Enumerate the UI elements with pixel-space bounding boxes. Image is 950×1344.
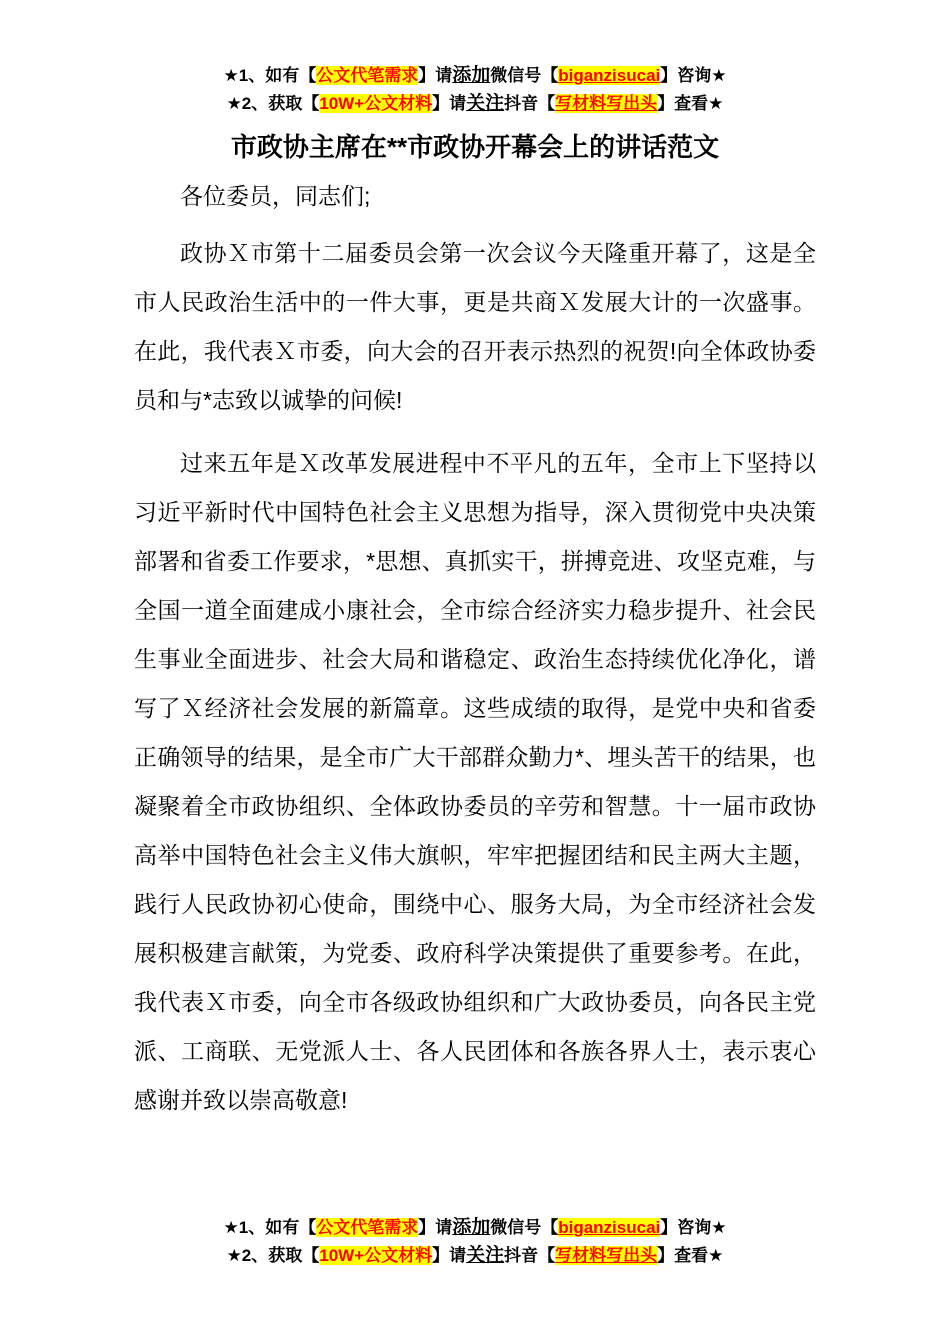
promo-segment: 抖音【: [504, 94, 556, 113]
promo-segment: 】请: [432, 1246, 467, 1265]
paragraph: 政协Ｘ市第十二届委员会第一次会议今天隆重开幕了，这是全市人民政治生活中的一件大事，更是共商Ｘ发展大计的一次盛事。在此，我代表Ｘ市委，向大会的召开表示热烈的祝贺!向全体政协委员和与*志致以诚挚的问候!: [134, 240, 816, 413]
header-promo: [0, 0, 950, 118]
promo-segment: 写材料写出头: [555, 1246, 658, 1265]
footer-promo: [0, 1214, 950, 1270]
promo-segment: 】请: [418, 66, 453, 85]
promo-segment: 公文代笔需求: [316, 66, 419, 85]
promo-segment: 】咨询★: [660, 1218, 727, 1237]
promo-segment: 公文代笔需求: [316, 1218, 419, 1237]
promo-segment: 微信号【: [490, 1218, 559, 1237]
promo-segment: 添加: [452, 1217, 491, 1238]
promo-segment: ★2、获取【: [226, 94, 320, 113]
promo-segment: biganzisucai: [558, 1218, 661, 1237]
promo-segment: biganzisucai: [558, 66, 661, 85]
promo-segment: 】请: [432, 94, 467, 113]
document-title: 市政协主席在**市政协开幕会上的讲话范文: [230, 132, 720, 162]
document-body: [134, 172, 816, 1125]
salutation-paragraph: 各位委员，同志们;: [180, 183, 371, 209]
footer-promo-line-1: [0, 1214, 950, 1242]
promo-segment: 10W+公文材料: [319, 1246, 433, 1265]
promo-segment: 】查看★: [657, 1246, 724, 1265]
promo-segment: ★1、如有【: [223, 66, 317, 85]
promo-segment: 】咨询★: [660, 66, 727, 85]
promo-segment: 10W+公文材料: [319, 94, 433, 113]
promo-segment: ★1、如有【: [223, 1218, 317, 1237]
promo-segment: 添加: [452, 65, 491, 86]
promo-segment: 抖音【: [504, 1246, 556, 1265]
promo-segment: 】查看★: [657, 94, 724, 113]
promo-segment: 关注: [466, 1245, 505, 1266]
promo-segment: 关注: [466, 93, 505, 114]
promo-segment: 微信号【: [490, 66, 559, 85]
paragraph: 过来五年是Ｘ改革发展进程中不平凡的五年，全市上下坚持以习近平新时代中国特色社会主义思想为指导，深入贯彻党中央决策部署和省委工作要求，*思想、真抓实干，拼搏竞进、攻坚克难，与全国一道全面建成小康社会，全市综合经济实力稳步提升、社会民生事业全面进步、社会大局和谐稳定、政治生态持续优化净化，谱写了Ｘ经济社会发展的新篇章。这些成绩的取得，是党中央和省委正确领导的结果，是全市广大干部群众勤力*、埋头苦干的结果，也凝聚着全市政协组织、全体政协委员的辛劳和智慧。十一届市政协高举中国特色社会主义伟大旗帜，牢牢把握团结和民主两大主题，践行人民政协初心使命，围绕中心、服务大局，为全市经济社会发展积极建言献策，为党委、政府科学决策提供了重要参考。在此，我代表Ｘ市委，向全市各级政协组织和广大政协委员，向各民主党派、工商联、无党派人士、各人民团体和各族各界人士，表示衷心感谢并致以崇高敬意!: [134, 450, 816, 1113]
promo-segment: 】请: [418, 1218, 453, 1237]
promo-segment: ★2、获取【: [226, 1246, 320, 1265]
header-promo-line-2: [0, 90, 950, 118]
promo-segment: 写材料写出头: [555, 94, 658, 113]
header-promo-line-1: [0, 62, 950, 90]
footer-promo-line-2: [0, 1242, 950, 1270]
